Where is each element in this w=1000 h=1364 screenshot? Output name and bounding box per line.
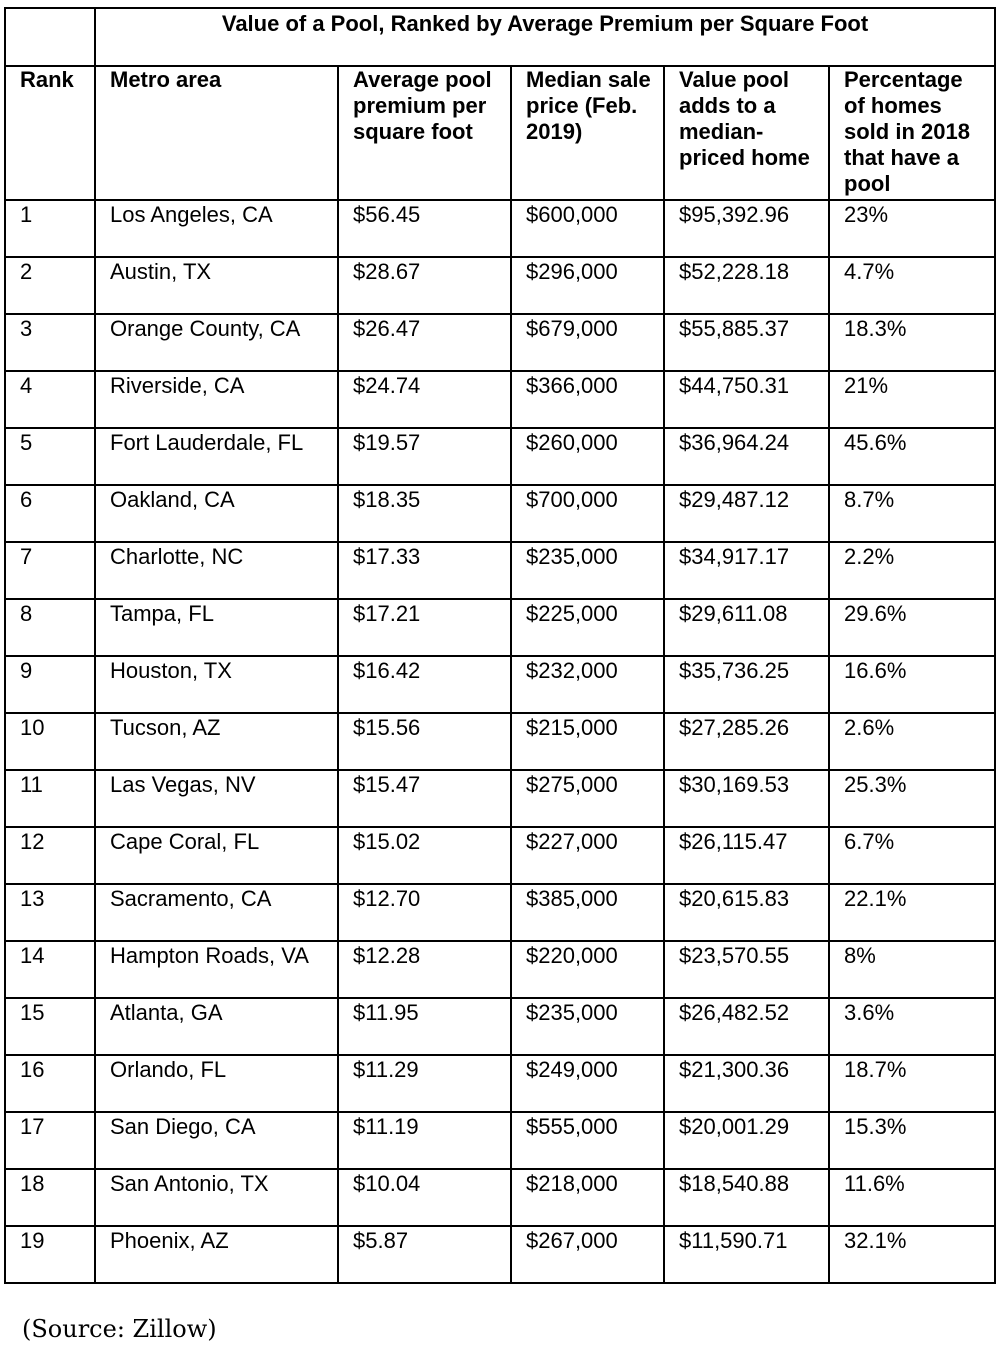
source-note: (Source: Zillow) xyxy=(22,1315,217,1343)
cell-average-premium: $12.70 xyxy=(338,884,511,941)
cell-average-premium: $11.19 xyxy=(338,1112,511,1169)
cell-rank: 3 xyxy=(5,314,95,371)
table-row xyxy=(5,770,995,827)
table-row xyxy=(5,428,995,485)
cell-percentage-with-pool: 15.3% xyxy=(829,1112,995,1169)
title-spacer-cell xyxy=(5,8,95,66)
table-row xyxy=(5,257,995,314)
cell-percentage-with-pool: 11.6% xyxy=(829,1169,995,1226)
cell-percentage-with-pool: 29.6% xyxy=(829,599,995,656)
cell-metro-area: Las Vegas, NV xyxy=(95,770,338,827)
table-row xyxy=(5,599,995,656)
cell-value-added: $29,611.08 xyxy=(664,599,829,656)
table-row xyxy=(5,656,995,713)
cell-average-premium: $19.57 xyxy=(338,428,511,485)
cell-percentage-with-pool: 2.6% xyxy=(829,713,995,770)
cell-median-sale-price: $700,000 xyxy=(511,485,664,542)
cell-percentage-with-pool: 8.7% xyxy=(829,485,995,542)
cell-metro-area: Fort Lauderdale, FL xyxy=(95,428,338,485)
cell-rank: 9 xyxy=(5,656,95,713)
cell-percentage-with-pool: 22.1% xyxy=(829,884,995,941)
cell-rank: 2 xyxy=(5,257,95,314)
cell-rank: 12 xyxy=(5,827,95,884)
header-metro-area: Metro area xyxy=(95,66,338,200)
cell-metro-area: Charlotte, NC xyxy=(95,542,338,599)
cell-median-sale-price: $220,000 xyxy=(511,941,664,998)
cell-rank: 4 xyxy=(5,371,95,428)
cell-metro-area: Austin, TX xyxy=(95,257,338,314)
cell-metro-area: San Diego, CA xyxy=(95,1112,338,1169)
cell-rank: 6 xyxy=(5,485,95,542)
cell-median-sale-price: $366,000 xyxy=(511,371,664,428)
cell-value-added: $27,285.26 xyxy=(664,713,829,770)
table-row xyxy=(5,884,995,941)
cell-metro-area: Oakland, CA xyxy=(95,485,338,542)
cell-value-added: $55,885.37 xyxy=(664,314,829,371)
cell-value-added: $44,750.31 xyxy=(664,371,829,428)
cell-value-added: $29,487.12 xyxy=(664,485,829,542)
cell-median-sale-price: $232,000 xyxy=(511,656,664,713)
table-row xyxy=(5,1112,995,1169)
cell-rank: 11 xyxy=(5,770,95,827)
cell-median-sale-price: $260,000 xyxy=(511,428,664,485)
cell-average-premium: $11.29 xyxy=(338,1055,511,1112)
cell-value-added: $11,590.71 xyxy=(664,1226,829,1283)
cell-average-premium: $5.87 xyxy=(338,1226,511,1283)
cell-percentage-with-pool: 18.7% xyxy=(829,1055,995,1112)
cell-average-premium: $17.21 xyxy=(338,599,511,656)
cell-median-sale-price: $227,000 xyxy=(511,827,664,884)
table-header-row xyxy=(5,66,995,200)
cell-value-added: $20,001.29 xyxy=(664,1112,829,1169)
cell-metro-area: Tucson, AZ xyxy=(95,713,338,770)
header-average-premium: Average pool premium per square foot xyxy=(338,66,511,200)
cell-median-sale-price: $296,000 xyxy=(511,257,664,314)
cell-median-sale-price: $267,000 xyxy=(511,1226,664,1283)
header-percentage-with-pool: Percentage of homes sold in 2018 that have a pool xyxy=(829,66,995,200)
cell-percentage-with-pool: 2.2% xyxy=(829,542,995,599)
table-row xyxy=(5,371,995,428)
cell-average-premium: $12.28 xyxy=(338,941,511,998)
cell-value-added: $21,300.36 xyxy=(664,1055,829,1112)
cell-value-added: $26,115.47 xyxy=(664,827,829,884)
cell-median-sale-price: $225,000 xyxy=(511,599,664,656)
cell-median-sale-price: $679,000 xyxy=(511,314,664,371)
table-body xyxy=(5,200,995,1283)
table-row xyxy=(5,1169,995,1226)
cell-percentage-with-pool: 16.6% xyxy=(829,656,995,713)
cell-rank: 1 xyxy=(5,200,95,257)
cell-average-premium: $28.67 xyxy=(338,257,511,314)
table-row xyxy=(5,542,995,599)
cell-value-added: $20,615.83 xyxy=(664,884,829,941)
cell-rank: 15 xyxy=(5,998,95,1055)
cell-median-sale-price: $385,000 xyxy=(511,884,664,941)
cell-rank: 8 xyxy=(5,599,95,656)
cell-median-sale-price: $215,000 xyxy=(511,713,664,770)
cell-average-premium: $26.47 xyxy=(338,314,511,371)
cell-percentage-with-pool: 45.6% xyxy=(829,428,995,485)
cell-rank: 14 xyxy=(5,941,95,998)
table-row xyxy=(5,713,995,770)
cell-rank: 18 xyxy=(5,1169,95,1226)
cell-metro-area: Atlanta, GA xyxy=(95,998,338,1055)
cell-median-sale-price: $235,000 xyxy=(511,998,664,1055)
cell-average-premium: $15.02 xyxy=(338,827,511,884)
cell-average-premium: $18.35 xyxy=(338,485,511,542)
cell-average-premium: $16.42 xyxy=(338,656,511,713)
cell-rank: 19 xyxy=(5,1226,95,1283)
cell-metro-area: Hampton Roads, VA xyxy=(95,941,338,998)
header-median-sale-price: Median sale price (Feb. 2019) xyxy=(511,66,664,200)
cell-metro-area: Sacramento, CA xyxy=(95,884,338,941)
cell-metro-area: San Antonio, TX xyxy=(95,1169,338,1226)
cell-metro-area: Orlando, FL xyxy=(95,1055,338,1112)
cell-average-premium: $56.45 xyxy=(338,200,511,257)
cell-percentage-with-pool: 32.1% xyxy=(829,1226,995,1283)
header-rank: Rank xyxy=(5,66,95,200)
cell-median-sale-price: $555,000 xyxy=(511,1112,664,1169)
cell-average-premium: $10.04 xyxy=(338,1169,511,1226)
table-row xyxy=(5,200,995,257)
cell-average-premium: $15.56 xyxy=(338,713,511,770)
cell-rank: 7 xyxy=(5,542,95,599)
cell-metro-area: Houston, TX xyxy=(95,656,338,713)
cell-value-added: $34,917.17 xyxy=(664,542,829,599)
pool-value-table xyxy=(4,7,996,1284)
cell-percentage-with-pool: 8% xyxy=(829,941,995,998)
cell-value-added: $30,169.53 xyxy=(664,770,829,827)
cell-value-added: $26,482.52 xyxy=(664,998,829,1055)
cell-median-sale-price: $600,000 xyxy=(511,200,664,257)
cell-median-sale-price: $249,000 xyxy=(511,1055,664,1112)
table-title: Value of a Pool, Ranked by Average Premium per Square Foot xyxy=(95,8,995,66)
cell-metro-area: Riverside, CA xyxy=(95,371,338,428)
cell-rank: 16 xyxy=(5,1055,95,1112)
cell-percentage-with-pool: 25.3% xyxy=(829,770,995,827)
cell-metro-area: Phoenix, AZ xyxy=(95,1226,338,1283)
table-row xyxy=(5,1055,995,1112)
cell-percentage-with-pool: 18.3% xyxy=(829,314,995,371)
cell-metro-area: Tampa, FL xyxy=(95,599,338,656)
cell-average-premium: $15.47 xyxy=(338,770,511,827)
cell-average-premium: $24.74 xyxy=(338,371,511,428)
cell-value-added: $52,228.18 xyxy=(664,257,829,314)
cell-percentage-with-pool: 4.7% xyxy=(829,257,995,314)
cell-median-sale-price: $275,000 xyxy=(511,770,664,827)
cell-value-added: $35,736.25 xyxy=(664,656,829,713)
cell-rank: 17 xyxy=(5,1112,95,1169)
table-row xyxy=(5,827,995,884)
cell-rank: 10 xyxy=(5,713,95,770)
cell-percentage-with-pool: 3.6% xyxy=(829,998,995,1055)
cell-percentage-with-pool: 21% xyxy=(829,371,995,428)
cell-percentage-with-pool: 6.7% xyxy=(829,827,995,884)
cell-median-sale-price: $218,000 xyxy=(511,1169,664,1226)
cell-metro-area: Cape Coral, FL xyxy=(95,827,338,884)
cell-rank: 13 xyxy=(5,884,95,941)
cell-percentage-with-pool: 23% xyxy=(829,200,995,257)
cell-metro-area: Orange County, CA xyxy=(95,314,338,371)
cell-median-sale-price: $235,000 xyxy=(511,542,664,599)
cell-value-added: $18,540.88 xyxy=(664,1169,829,1226)
cell-average-premium: $11.95 xyxy=(338,998,511,1055)
cell-metro-area: Los Angeles, CA xyxy=(95,200,338,257)
table-title-row xyxy=(5,8,995,66)
cell-value-added: $95,392.96 xyxy=(664,200,829,257)
table-row xyxy=(5,1226,995,1283)
table-row xyxy=(5,941,995,998)
cell-value-added: $36,964.24 xyxy=(664,428,829,485)
header-value-added: Value pool adds to a median-priced home xyxy=(664,66,829,200)
table-row xyxy=(5,314,995,371)
table-row xyxy=(5,485,995,542)
cell-value-added: $23,570.55 xyxy=(664,941,829,998)
cell-average-premium: $17.33 xyxy=(338,542,511,599)
table-row xyxy=(5,998,995,1055)
cell-rank: 5 xyxy=(5,428,95,485)
